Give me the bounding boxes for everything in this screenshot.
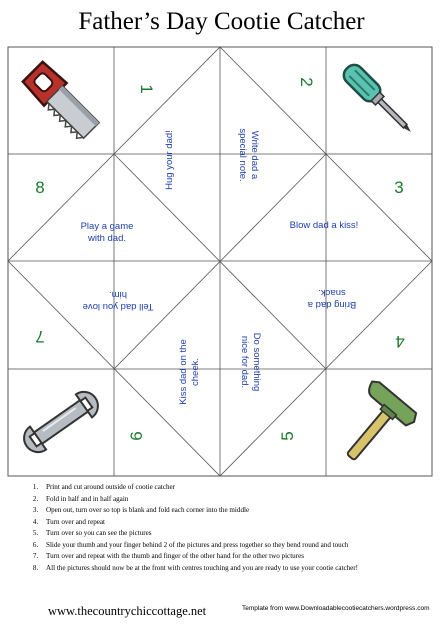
number-1: 1 — [137, 84, 156, 94]
message-game-line1: Play a game — [80, 221, 134, 232]
message-love-line1: Tell dad you love — [82, 301, 154, 312]
instruction-step: 7. Turn over and repeat with the thumb and finger of the other hand for the other two pictures — [40, 551, 443, 563]
message-note-line2: special note. — [237, 128, 248, 182]
message-nice-line1: Do something — [251, 332, 262, 392]
message-cheek-line1: Kiss dad on the — [178, 339, 189, 405]
instruction-step: 1. Print and cut around outside of cootie catcher — [40, 482, 443, 494]
number-5: 5 — [278, 431, 297, 441]
number-7: 7 — [35, 327, 45, 346]
number-8: 8 — [35, 178, 45, 197]
message-note-line1: Write dad a — [249, 130, 260, 180]
message-hug: Hug your dad! — [164, 130, 175, 190]
footer-credit: Template from www.Downloadablecootiecatchers.wordpress.com — [242, 605, 430, 612]
message-kiss: Blow dad a kiss! — [289, 220, 359, 231]
instruction-step: 3. Open out, turn over so top is blank and fold each corner into the middle — [40, 505, 443, 517]
instructions-list — [14, 482, 443, 574]
message-nice-line2: nice for dad. — [239, 335, 250, 389]
message-game-line2: with dad. — [87, 233, 127, 244]
number-3: 3 — [394, 178, 404, 197]
page-title: Father’s Day Cootie Catcher — [78, 8, 365, 35]
footer-website: www.thecountrychiccottage.net — [48, 604, 207, 618]
message-cheek-line2: cheek. — [190, 358, 201, 386]
instruction-step: 5. Turn over so you can see the pictures — [40, 528, 443, 540]
message-note — [237, 128, 260, 181]
instruction-step: 8. All the pictures should now be at the front with centres touching and you are ready to use your cootie catcher! — [40, 563, 443, 575]
message-love-line2: him. — [109, 289, 127, 300]
message-snack-line2: snack. — [318, 287, 346, 298]
number-6: 6 — [127, 431, 146, 441]
instruction-step: 4. Turn over and repeat — [40, 517, 443, 529]
number-4: 4 — [395, 332, 405, 351]
instruction-step: 6. Slide your thumb and your finger behind 2 of the pictures and press together so they bend round and touch — [40, 540, 443, 552]
number-2: 2 — [297, 77, 316, 87]
instruction-step: 2. Fold in half and in half again — [40, 494, 443, 506]
message-nice — [239, 333, 262, 392]
message-snack-line1: Bring dad a — [307, 299, 357, 310]
